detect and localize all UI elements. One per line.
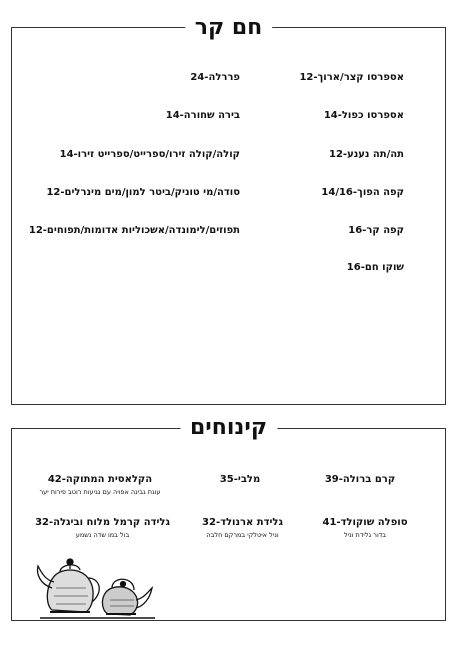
- dessert-name: סופלה שוקולד-41: [322, 517, 408, 528]
- dessert-description: עוגת גבינה אפויה עם גגיעות רוטב פירות יער: [39, 488, 161, 496]
- dessert-description: וניל איטלקי במרקם חלבה: [206, 531, 279, 539]
- menu-item: קולה/קולה זירו/ספרייט/ספרייט זירו-14: [59, 149, 240, 160]
- dessert-item: [305, 517, 425, 540]
- menu-item: אספרסו קצר/ארוך-12: [299, 72, 404, 83]
- desserts-title: קינוחים: [180, 414, 277, 442]
- menu-item: שוקו חם-16: [346, 262, 404, 273]
- kettle-illustration-icon: [30, 548, 160, 620]
- menu-item: בירה שחורה-14: [165, 110, 240, 121]
- menu-item: תה/תה נענע-12: [329, 149, 404, 160]
- dessert-item: [20, 474, 180, 497]
- dessert-name: הקלאסית המתוקה-42: [47, 474, 153, 485]
- menu-item: אספרסו כפול-14: [323, 110, 404, 121]
- menu-item: סודה/מי טוניק/ביטר למון/מים מינרלים-12: [46, 187, 240, 198]
- hot-cold-title: חם קר: [185, 14, 273, 42]
- dessert-name: קרם ברולה-39: [324, 474, 396, 485]
- dessert-name: גלידת ארנולד-32: [202, 517, 283, 528]
- dessert-item: [300, 474, 420, 486]
- dessert-item: [25, 517, 180, 540]
- dessert-item: [180, 517, 305, 540]
- dessert-name: מלבי-35: [219, 474, 261, 485]
- dessert-name: גלידה קרמל מלוח וביגלה-32: [35, 517, 170, 528]
- menu-item: קפה הפוך-14/16: [321, 187, 404, 198]
- dessert-description: בדור גלידת וניל: [343, 531, 387, 539]
- menu-item: תפוזים/לימונדה/אשכוליות אדומות/תפוחים-12: [28, 225, 240, 236]
- dessert-item: [180, 474, 300, 486]
- menu-item: קפה קר-16: [348, 225, 404, 236]
- menu-item: פררלה-24: [190, 72, 240, 83]
- dessert-description: בול במו שדה נשמע: [75, 531, 130, 539]
